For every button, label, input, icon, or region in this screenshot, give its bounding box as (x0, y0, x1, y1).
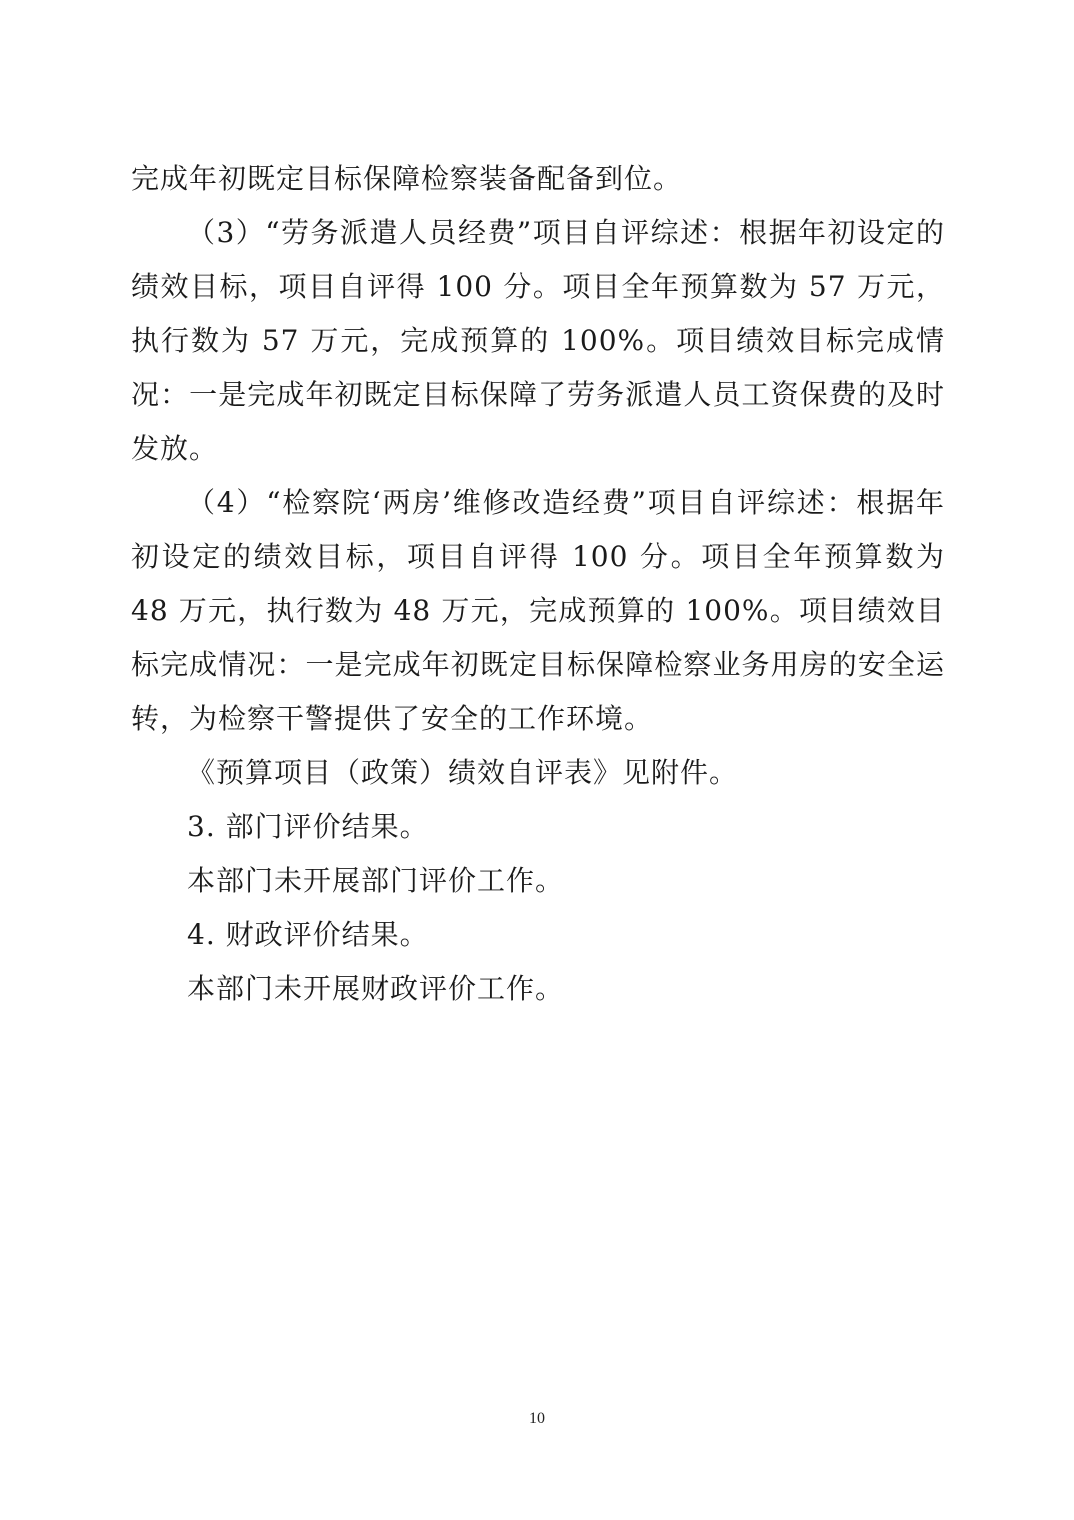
section-heading-finance-evaluation: 4. 财政评价结果。 (187, 918, 429, 951)
paragraph-item-4-building-repair: （4）“检察院‘两房’维修改造经费”项目自评综述：根据年初设定的绩效目标，项目自评得 100 分。项目全年预算数为 48 万元，执行数为 48 万元，完成预算的 100%。项目绩效目标完成情况：一是完成年初既定目标保障检察业务用房的安全运转，为检察干警提供了安全的工作环境。 (131, 486, 945, 735)
section-heading-dept-evaluation: 3. 部门评价结果。 (187, 810, 429, 843)
page-number: 10 (529, 1410, 545, 1427)
paragraph-finance-evaluation: 本部门未开展财政评价工作。 (187, 972, 565, 1005)
paragraph-attachment-note: 《预算项目（政策）绩效自评表》见附件。 (187, 756, 739, 789)
document-body (131, 152, 945, 1016)
paragraph-continuation: 完成年初既定目标保障检察装备配备到位。 (131, 162, 683, 195)
paragraph-item-3-labor-dispatch: （3）“劳务派遣人员经费”项目自评综述：根据年初设定的绩效目标，项目自评得 100 分。项目全年预算数为 57 万元，执行数为 57 万元，完成预算的 100%。项目绩效目标完成情况：一是完成年初既定目标保障了劳务派遣人员工资保费的及时发放。 (131, 216, 945, 465)
paragraph-dept-evaluation: 本部门未开展部门评价工作。 (187, 864, 565, 897)
